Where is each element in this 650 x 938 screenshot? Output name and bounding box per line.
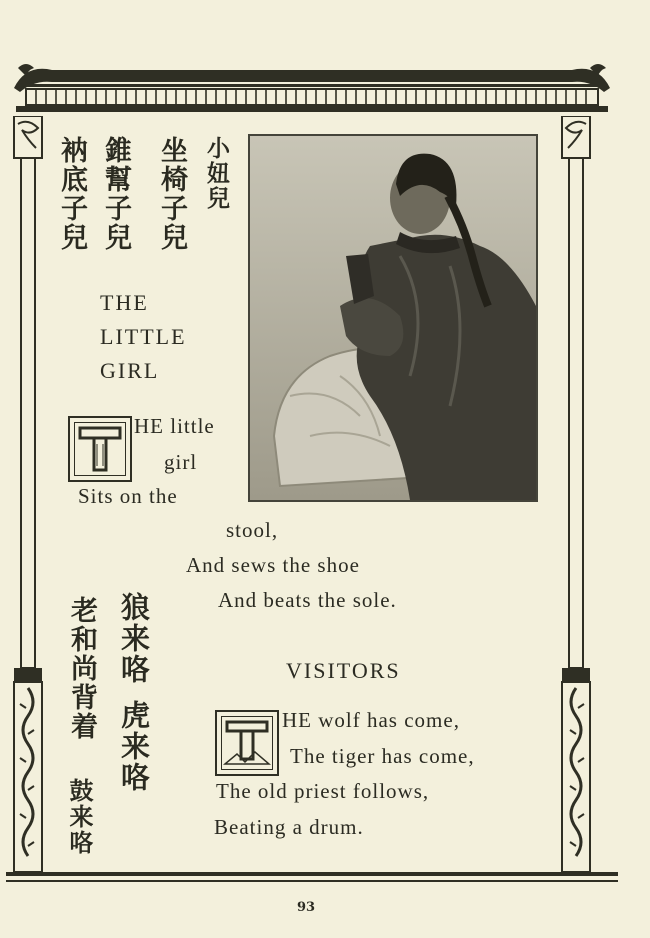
chinese-verse-column: 狼来咯 [117, 592, 151, 685]
letter-t-icon [76, 424, 124, 474]
chinese-verse-column: 老和尚背着 [66, 596, 97, 741]
poem-line: And beats the sole. [218, 588, 397, 612]
frame-base [6, 868, 618, 890]
photograph-girl-sewing [248, 134, 538, 502]
poem-line: HE wolf has come, [282, 708, 460, 732]
chinese-verse-column: 鼓来咯 [65, 778, 93, 856]
right-pillar-dragon [560, 116, 592, 884]
dropcap-t [215, 710, 279, 776]
poem-title-the-little-girl: THE LITTLE GIRL [100, 290, 187, 383]
poem-line: The tiger has come, [290, 744, 475, 768]
poem-line: stool, [226, 518, 279, 542]
chinese-verse-column: 衲底子兒 [56, 136, 87, 252]
page-number: 93 [296, 900, 316, 915]
letter-t-icon [223, 718, 271, 768]
poem-line: Beating a drum. [214, 815, 364, 839]
poem-line: girl [164, 450, 198, 474]
dropcap-t [68, 416, 132, 482]
photo-illustration [250, 136, 536, 500]
chinese-title-little-girl: 小妞兒 [203, 136, 229, 211]
poem-line: The old priest follows, [216, 779, 430, 803]
poem-title-visitors: VISITORS [286, 658, 401, 683]
pagoda-roof-ornament [6, 58, 618, 120]
chinese-verse-column: 錐幫子兒 [100, 136, 131, 252]
chinese-verse-column: 坐椅子兒 [156, 136, 187, 252]
poem-line: HE little [134, 414, 215, 438]
left-pillar-dragon [12, 116, 44, 884]
poem-line: And sews the shoe [186, 553, 360, 577]
poem-line: Sits on the [78, 484, 178, 508]
chinese-verse-column: 虎来咯 [117, 700, 151, 793]
